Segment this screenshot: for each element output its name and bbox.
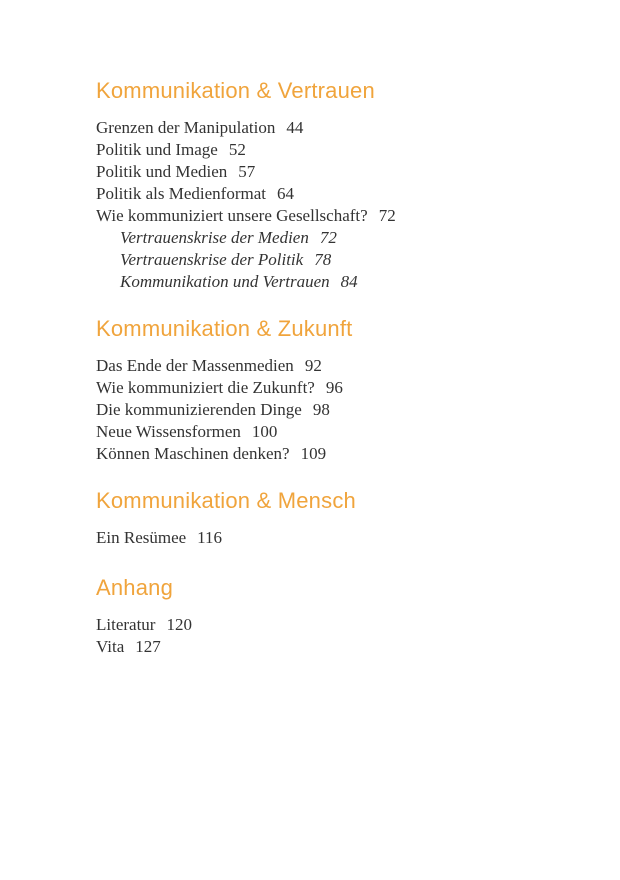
toc-entry-label: Ein Resümee	[96, 528, 187, 547]
toc-entry-label: Vertrauenskrise der Medien	[120, 228, 309, 247]
toc-entry	[96, 527, 580, 549]
toc-entry	[96, 139, 580, 161]
section-title: Kommunikation & Zukunft	[96, 316, 353, 341]
toc-entry	[96, 205, 580, 227]
toc-entry-page: 64	[276, 184, 294, 203]
toc-entry	[96, 399, 580, 421]
entry-list	[96, 355, 580, 465]
section-anhang	[96, 577, 580, 658]
toc-entry-label: Politik und Medien	[96, 162, 228, 181]
entry-list	[96, 527, 580, 549]
toc-entry-page: 96	[325, 378, 343, 397]
toc-entry-page: 116	[197, 528, 223, 547]
toc-entry-page: 44	[286, 118, 304, 137]
toc-entry-page: 72	[378, 206, 396, 225]
toc-subentry	[96, 227, 580, 249]
toc-entry-page: 72	[319, 228, 337, 247]
toc-entry-page: 98	[312, 400, 330, 419]
toc-entry-label: Das Ende der Massenmedien	[96, 356, 294, 375]
section-kommunikation-mensch	[96, 490, 580, 549]
toc-entry-label: Neue Wissensformen	[96, 422, 241, 441]
toc-entry-label: Literatur	[96, 615, 156, 634]
toc-entry	[96, 636, 580, 658]
toc-entry-page: 84	[340, 272, 358, 291]
section-title: Kommunikation & Mensch	[96, 488, 356, 513]
section-kommunikation-zukunft	[96, 318, 580, 465]
toc-entry-label: Kommunikation und Vertrauen	[120, 272, 330, 291]
entry-list	[96, 117, 580, 293]
section-title: Kommunikation & Vertrauen	[96, 78, 375, 103]
toc-entry-page: 57	[238, 162, 256, 181]
toc-entry-page: 92	[304, 356, 322, 375]
toc-entry	[96, 443, 580, 465]
toc-subentry	[96, 249, 580, 271]
toc-entry	[96, 377, 580, 399]
toc-subentry	[96, 271, 580, 293]
toc-entry-page: 78	[314, 250, 332, 269]
toc-entry-label: Die kommunizierenden Dinge	[96, 400, 302, 419]
toc-entry	[96, 355, 580, 377]
toc-entry-label: Wie kommuniziert die Zukunft?	[96, 378, 315, 397]
section-title: Anhang	[96, 575, 174, 600]
toc-entry-page: 120	[166, 615, 192, 634]
toc-entry-page: 109	[300, 444, 327, 463]
toc-entry-page: 127	[135, 637, 161, 656]
toc-entry-label: Vita	[96, 637, 125, 656]
toc-entry-label: Vertrauenskrise der Politik	[120, 250, 304, 269]
toc-entry-page: 52	[228, 140, 246, 159]
toc-entry-label: Grenzen der Manipulation	[96, 118, 276, 137]
toc-entry-label: Politik und Image	[96, 140, 218, 159]
section-kommunikation-vertrauen	[96, 80, 580, 293]
entry-list	[96, 614, 580, 658]
toc-entry	[96, 421, 580, 443]
toc-entry-label: Wie kommuniziert unsere Gesellschaft?	[96, 206, 368, 225]
toc-entry	[96, 161, 580, 183]
toc-entry	[96, 117, 580, 139]
toc-entry	[96, 183, 580, 205]
toc-entry-page: 100	[251, 422, 278, 441]
toc-entry-label: Politik als Medienformat	[96, 184, 266, 203]
toc-entry	[96, 614, 580, 636]
toc-entry-label: Können Maschinen denken?	[96, 444, 290, 463]
